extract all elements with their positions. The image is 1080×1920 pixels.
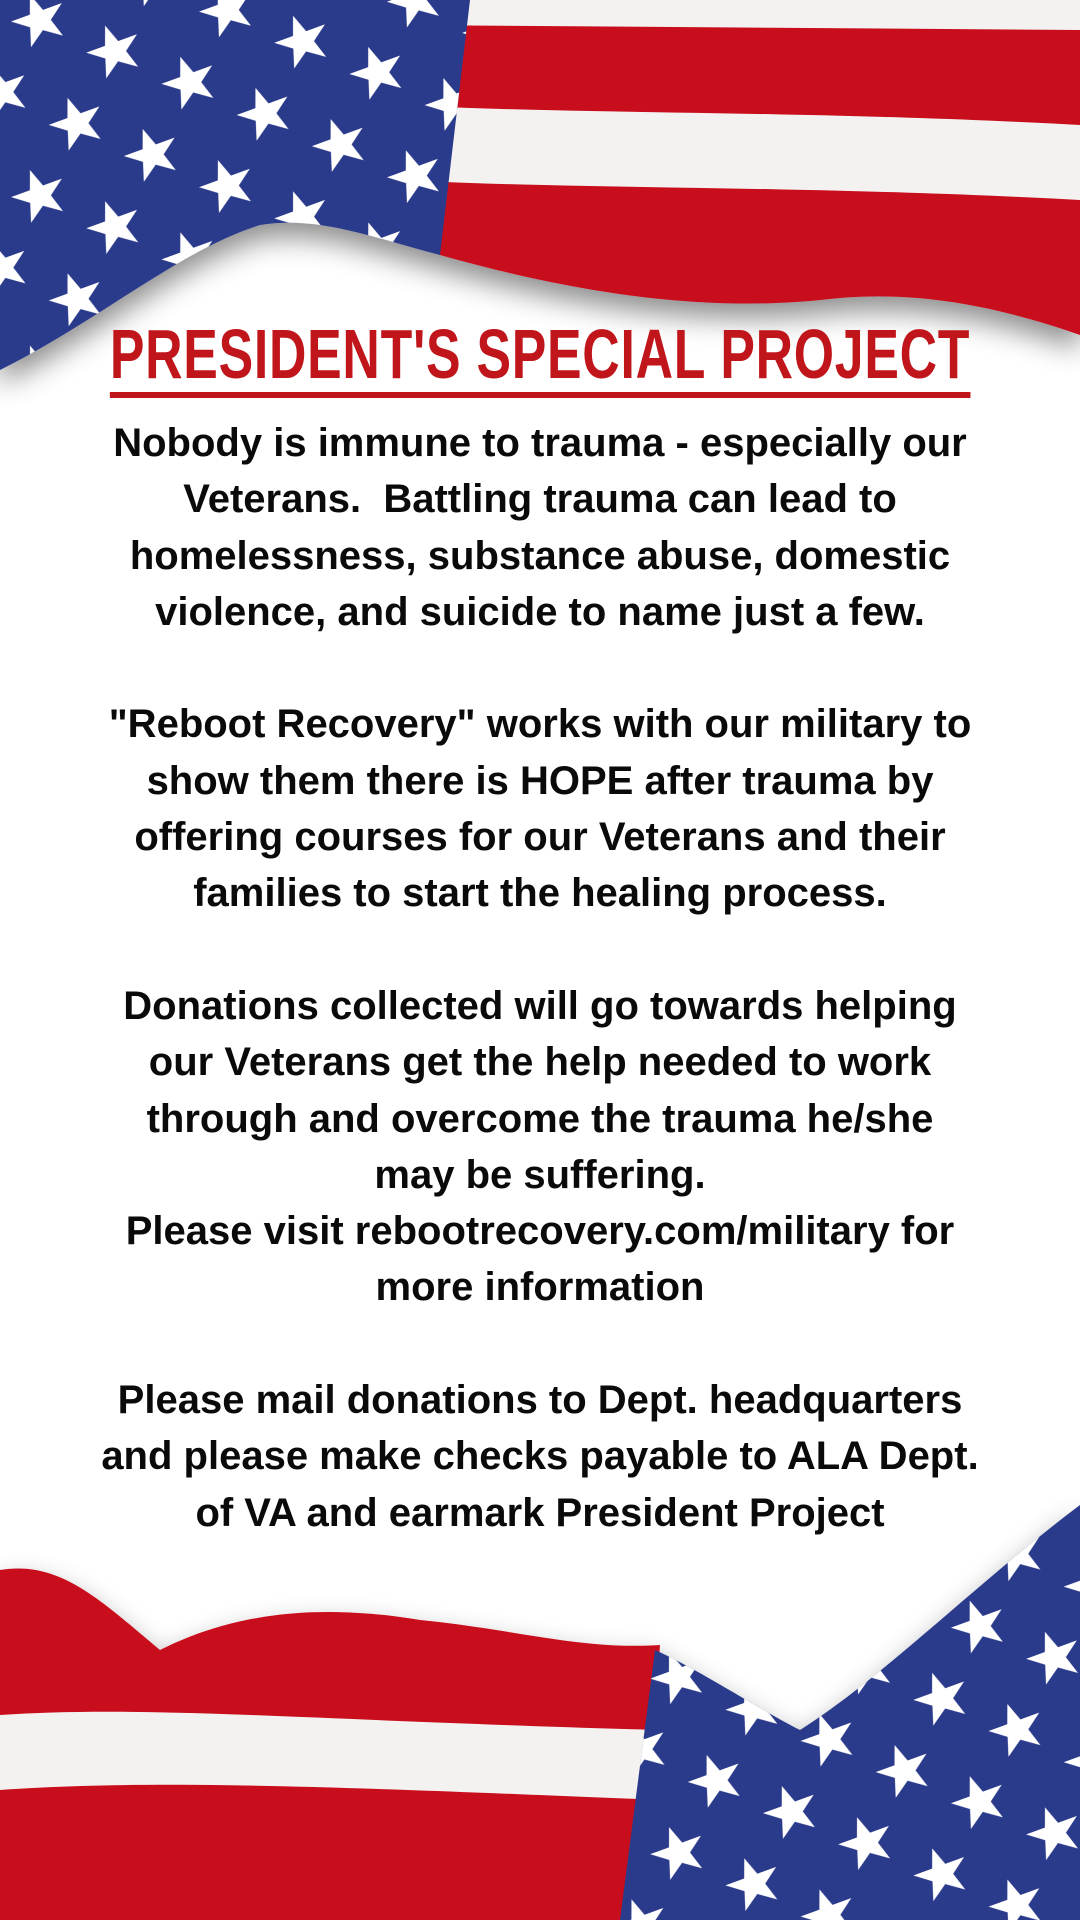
text-line: Nobody is immune to trauma - especially our [113,421,967,465]
text-line: of VA and earmark President Project [195,1490,885,1535]
text-line: "Reboot Recovery" works with our military to [108,702,972,747]
text-line: families to start the healing process. [193,871,887,916]
text-line: and please make checks payable to ALA Dept. [101,1434,979,1479]
text-line-website: Please visit rebootrecovery.com/military for [125,1209,955,1254]
text-line: through and overcome the trauma he/she [146,1096,934,1141]
text-line: more information [375,1265,705,1310]
american-flag-bottom-image [0,1480,1080,1920]
text-line: our Veterans get the help needed to work [148,1040,932,1085]
paragraph-mail-instructions [0,1372,1080,1541]
text-line: offering courses for our Veterans and their [134,815,946,860]
text-line: Please mail donations to Dept. headquarters [117,1378,963,1423]
paragraph-gap [0,640,1080,696]
body-text [0,415,1080,1541]
page-title-container [0,315,1080,402]
text-line: show them there is HOPE after trauma by [146,758,934,803]
text-line: violence, and suicide to name just a few. [155,589,925,634]
text-line: Veterans. Battling trauma can lead to [183,477,897,522]
paragraph-reboot-recovery [0,696,1080,921]
page-title: PRESIDENT'S SPECIAL PROJECT [110,318,970,398]
text-line: Donations collected will go towards helping [123,983,957,1028]
paragraph-donations [0,978,1080,1316]
paragraph-trauma [0,415,1080,640]
text-line: may be suffering. [374,1152,706,1197]
text-line: homelessness, substance abuse, domestic [129,533,951,578]
paragraph-gap [0,922,1080,978]
paragraph-gap [0,1316,1080,1372]
